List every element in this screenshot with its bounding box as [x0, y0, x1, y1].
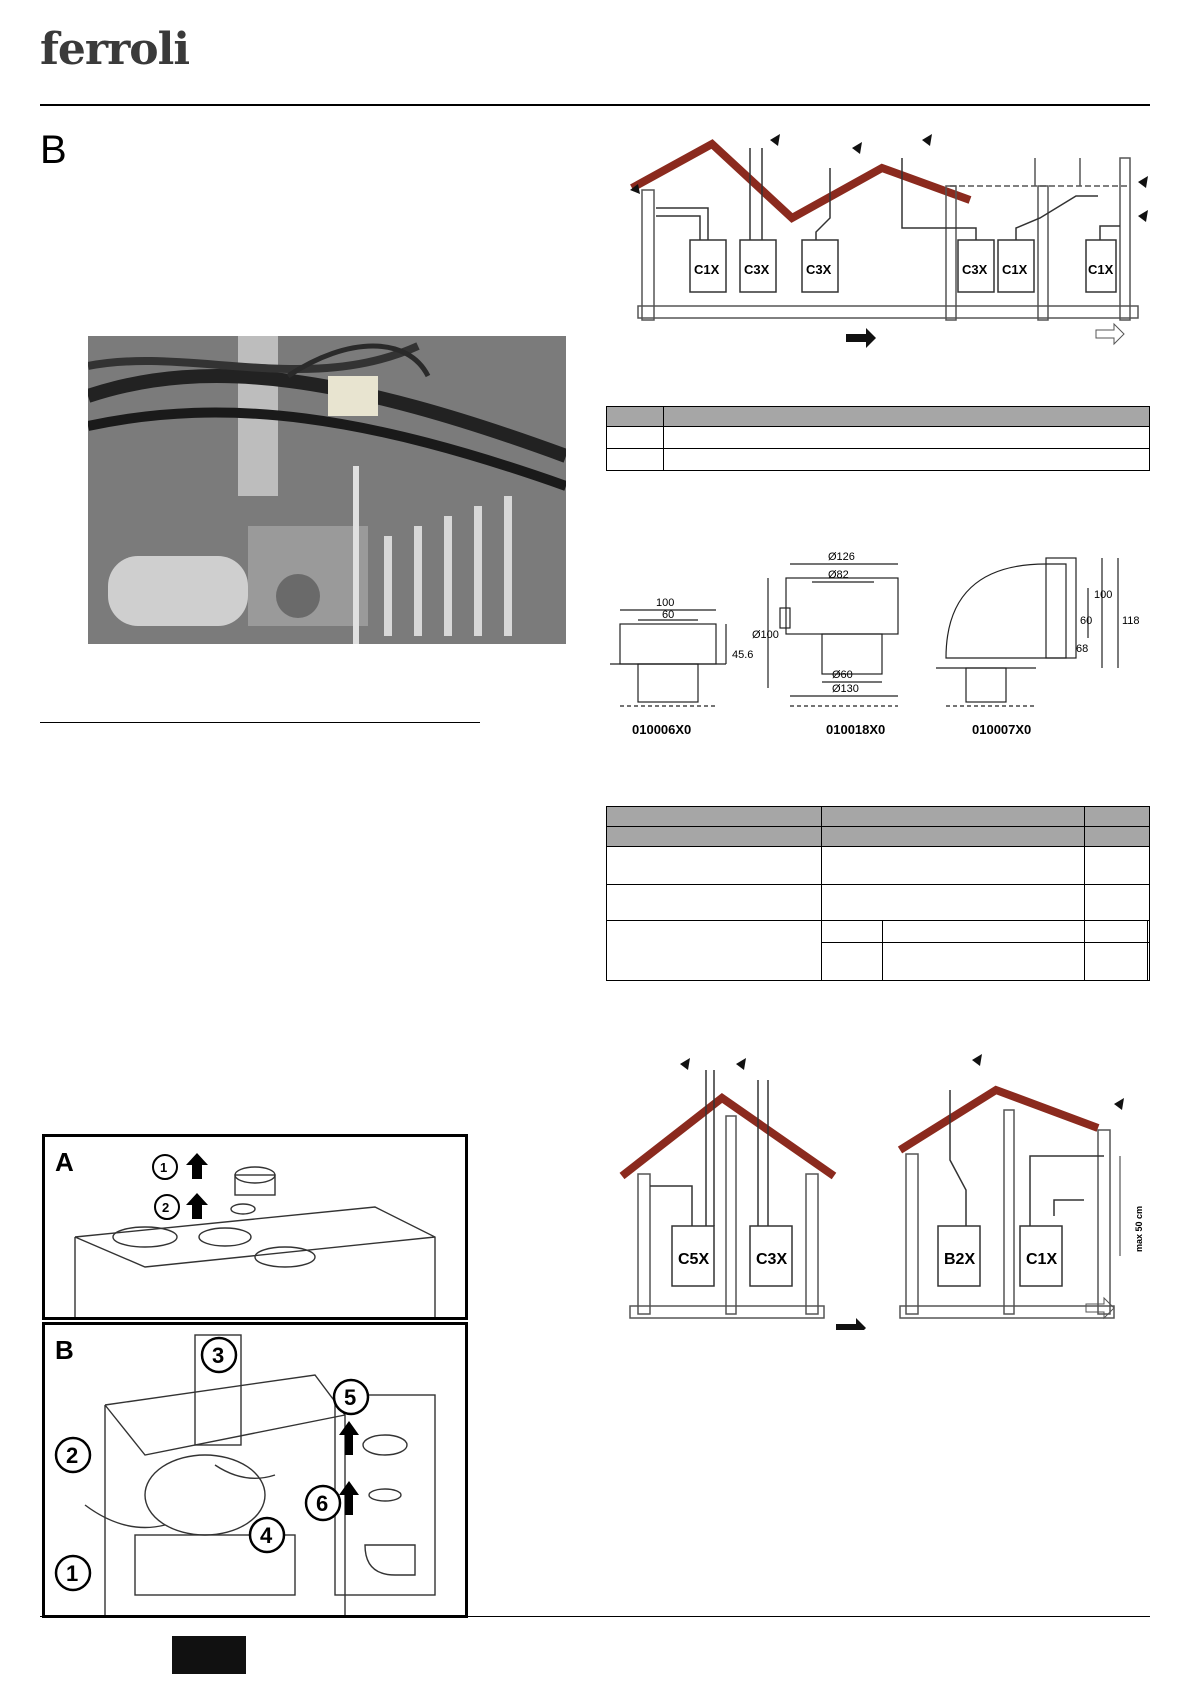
roof-diagram-top: [620, 128, 1160, 378]
lower-arrow-legend-solid: [836, 1318, 866, 1330]
accessory-code-3: 010007X0: [972, 722, 1032, 737]
brand-logo: ferroli: [40, 24, 190, 75]
roof-label-6: C1X: [1088, 262, 1114, 277]
dim-c-68: 68: [1076, 643, 1089, 655]
page-number-tab: [172, 1636, 246, 1674]
figure-b-step-1: 1: [66, 1561, 79, 1586]
roof-label-5: C1X: [1002, 262, 1028, 277]
figure-b: [42, 1322, 468, 1618]
accessory-code-1: 010006X0: [632, 722, 692, 737]
dim-c-118: 118: [1122, 615, 1140, 627]
figure-b-step-3: 3: [212, 1343, 225, 1368]
figure-b-letter: B: [55, 1335, 74, 1365]
header-rule: [40, 104, 1150, 106]
figure-a-letter: A: [55, 1147, 74, 1177]
text-rule: [40, 722, 480, 723]
figure-b-step-2: 2: [66, 1443, 79, 1468]
dim-b-130: Ø130: [832, 683, 859, 695]
arrow-legend-solid: [846, 328, 876, 348]
figure-b-step-5: 5: [344, 1385, 357, 1410]
dim-b-126: Ø126: [828, 551, 855, 563]
dim-b-60: Ø60: [832, 669, 853, 681]
lower-label-2: C3X: [756, 1251, 788, 1268]
roof-label-2: C3X: [744, 262, 770, 277]
roof-diagram-bottom: [610, 1040, 1150, 1330]
roof-label-4: C3X: [962, 262, 988, 277]
dim-a-100: 100: [656, 597, 675, 609]
figure-b-step-6: 6: [316, 1491, 329, 1516]
table-1: [606, 406, 1150, 471]
roof-label-3: C3X: [806, 262, 832, 277]
max-distance-note: max 50 cm: [1134, 1205, 1144, 1252]
figure-a-step-1: 1: [160, 1160, 168, 1175]
footer-rule: [40, 1616, 1150, 1617]
dim-c-100: 100: [1094, 589, 1113, 601]
roof-label-1: C1X: [694, 262, 720, 277]
section-letter: B: [40, 128, 67, 172]
figure-b-step-4: 4: [260, 1523, 273, 1548]
dim-c-60: 60: [1080, 615, 1093, 627]
arrow-legend-outline: [1096, 324, 1124, 344]
dim-a-60: 60: [662, 609, 675, 621]
lower-label-4: C1X: [1026, 1251, 1058, 1268]
roof-diagram-labels: [694, 262, 1114, 277]
figure-a-step-2: 2: [162, 1200, 170, 1215]
figure-a: [42, 1134, 468, 1320]
lower-label-3: B2X: [944, 1251, 976, 1268]
lower-label-1: C5X: [678, 1251, 710, 1268]
table-2: [606, 806, 1150, 981]
accessory-drawings: [606, 528, 1166, 738]
dim-b-100: Ø100: [752, 629, 779, 641]
dim-b-82: Ø82: [828, 569, 849, 581]
wiring-photo: [88, 336, 566, 644]
dim-a-h: 45.6: [732, 649, 754, 661]
accessory-code-2: 010018X0: [826, 722, 886, 737]
